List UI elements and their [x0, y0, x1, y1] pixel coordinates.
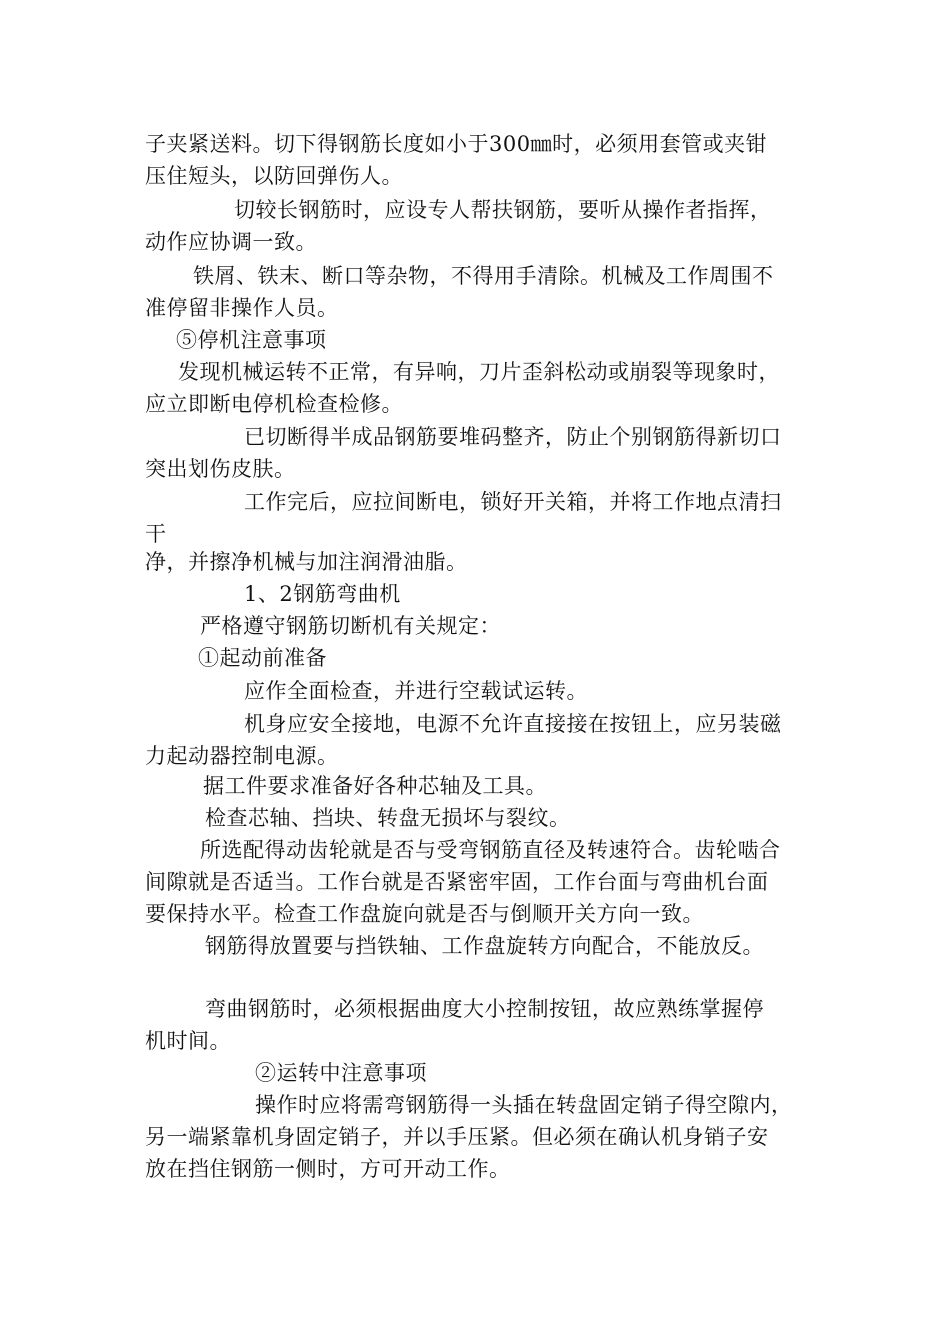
- text-line: 间隙就是否适当。工作台就是否紧密牢固，工作台面与弯曲机台面: [145, 870, 769, 894]
- text-line: 已切断得半成品钢筋要堆码整齐，防止个别钢筋得新切口: [244, 425, 782, 449]
- text-line: 机身应安全接地，电源不允许直接接在按钮上，应另装磁: [244, 712, 782, 736]
- text-line: 切较长钢筋时，应设专人帮扶钢筋，要听从操作者指挥，: [234, 198, 772, 222]
- text-line: 压住短头，以防回弹伤人。: [145, 164, 403, 188]
- text-line: 检查芯轴、挡块、转盘无损坏与裂纹。: [205, 806, 571, 830]
- text-line: 净，并擦净机械与加注润滑油脂。: [145, 550, 468, 574]
- text-line: 另一端紧靠机身固定销子，并以手压紧。但必须在确认机身销子安: [145, 1125, 769, 1149]
- text-line: 铁屑、铁末、断口等杂物，不得用手清除。机械及工作周围不: [193, 264, 774, 288]
- text-line: 力起动器控制电源。: [145, 744, 339, 768]
- text-line: 严格遵守钢筋切断机有关规定：: [200, 614, 501, 638]
- text-line: 钢筋得放置要与挡铁轴、工作盘旋转方向配合，不能放反。: [205, 934, 764, 958]
- text-line: 动作应协调一致。: [145, 230, 317, 254]
- text-line: 发现机械运转不正常，有异响，刀片歪斜松动或崩裂等现象时，: [178, 360, 780, 384]
- section-heading: 1、2钢筋弯曲机: [244, 582, 401, 606]
- text-line: 操作时应将需弯钢筋得一头插在转盘固定销子得空隙内，: [255, 1093, 793, 1117]
- text-line: 干: [145, 522, 167, 546]
- text-line: 机时间。: [145, 1029, 231, 1053]
- text-line: 要保持水平。检查工作盘旋向就是否与倒顺开关方向一致。: [145, 902, 704, 926]
- text-line: 应作全面检查，并进行空载试运转。: [244, 679, 588, 703]
- text-line: 据工件要求准备好各种芯轴及工具。: [203, 774, 547, 798]
- text-line: 子夹紧送料。切下得钢筋长度如小于300㎜时，必须用套管或夹钳: [145, 132, 768, 156]
- text-line: 准停留非操作人员。: [145, 296, 339, 320]
- text-line: 应立即断电停机检查检修。: [145, 392, 403, 416]
- text-line: 放在挡住钢筋一侧时，方可开动工作。: [145, 1157, 511, 1181]
- text-line: 弯曲钢筋时，必须根据曲度大小控制按钮，故应熟练掌握停: [205, 997, 764, 1021]
- section-heading: ②运转中注意事项: [255, 1061, 427, 1085]
- text-line: 工作完后，应拉间断电，锁好开关箱，并将工作地点清扫: [244, 490, 782, 514]
- text-line: 突出划伤皮肤。: [145, 457, 296, 481]
- section-heading: ①起动前准备: [198, 646, 327, 670]
- text-line: 所选配得动齿轮就是否与受弯钢筋直径及转速符合。齿轮啮合: [200, 838, 781, 862]
- section-heading: ⑤停机注意事项: [176, 328, 327, 352]
